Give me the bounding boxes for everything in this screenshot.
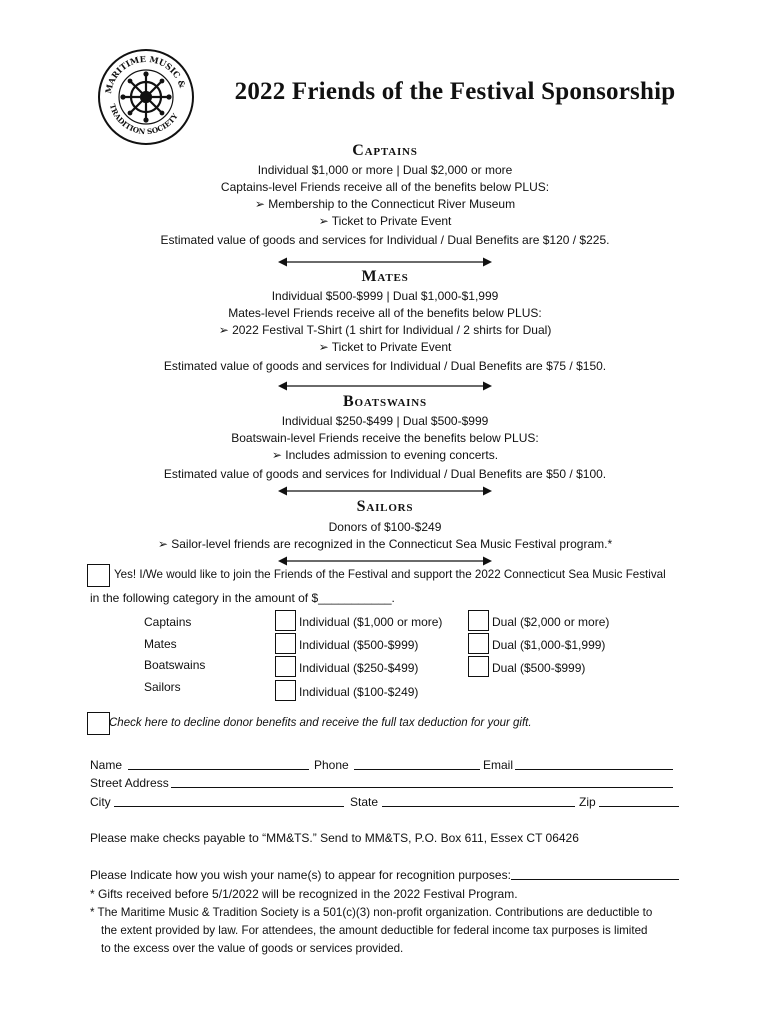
- boatswains-individual-checkbox[interactable]: [275, 656, 296, 677]
- phone-label: Phone: [314, 758, 349, 772]
- captains-individual-label: Individual ($1,000 or more): [299, 615, 443, 629]
- recognition-field[interactable]: [511, 868, 679, 880]
- mates-individual-checkbox[interactable]: [275, 633, 296, 654]
- mates-line: Mates-level Friends receive all of the benefits below PLUS:: [228, 306, 542, 320]
- captains-line: Estimated value of goods and services for Individual / Dual Benefits are $120 / $225.: [160, 233, 610, 247]
- mates-line: Estimated value of goods and services for Individual / Dual Benefits are $75 / $150.: [163, 359, 607, 373]
- mates-dual-checkbox[interactable]: [468, 633, 489, 654]
- city-field[interactable]: [114, 795, 344, 807]
- checks-instructions: Please make checks payable to “MM&TS.” Send to MM&TS, P.O. Box 611, Essex CT 06426: [90, 831, 579, 845]
- sailors-individual-label: Individual ($100-$249): [299, 685, 419, 699]
- captains-line: ➢ Ticket to Private Event: [318, 214, 452, 228]
- state-label: State: [350, 795, 379, 809]
- divider-arrow: [278, 555, 492, 567]
- footnote-nonprofit: * The Maritime Music & Tradition Society is a 501(c)(3) non-profit organization. Contributions are deductible to: [90, 906, 653, 919]
- boatswains-line: Estimated value of goods and services for Individual / Dual Benefits are $50 / $100.: [163, 467, 607, 481]
- sailors-individual-checkbox[interactable]: [275, 680, 296, 701]
- divider-arrow: [278, 485, 492, 497]
- society-logo: [97, 48, 195, 146]
- mates-line: Individual $500-$999 | Dual $1,000-$1,999: [271, 289, 499, 303]
- captains-individual-checkbox[interactable]: [275, 610, 296, 631]
- captains-line: Individual $1,000 or more | Dual $2,000 or more: [257, 163, 513, 177]
- footnote-nonprofit-cont: the extent provided by law. For attendees, the amount deductible for federal income tax purposes is limited: [101, 924, 648, 937]
- captains-dual-label: Dual ($2,000 or more): [492, 615, 610, 629]
- captains-heading: Captains: [352, 142, 418, 159]
- divider-arrow: [278, 380, 492, 392]
- boatswains-dual-label: Dual ($500-$999): [492, 661, 586, 675]
- page-title: 2022 Friends of the Festival Sponsorship: [234, 78, 676, 105]
- state-field[interactable]: [382, 795, 575, 807]
- phone-field[interactable]: [354, 758, 480, 770]
- captains-line: ➢ Membership to the Connecticut River Museum: [254, 197, 516, 211]
- street-label: Street Address: [90, 776, 169, 790]
- category-label-sailors: Sailors: [144, 680, 181, 694]
- decline-text: Check here to decline donor benefits and receive the full tax deduction for your gift.: [109, 717, 532, 729]
- email-field[interactable]: [515, 758, 673, 770]
- join-checkbox[interactable]: [87, 564, 110, 587]
- city-label: City: [90, 795, 111, 809]
- boatswains-line: Individual $250-$499 | Dual $500-$999: [281, 414, 489, 428]
- category-label-mates: Mates: [144, 637, 177, 651]
- category-label-captains: Captains: [144, 615, 192, 629]
- boatswains-line: ➢ Includes admission to evening concerts.: [271, 448, 499, 462]
- mates-line: ➢ 2022 Festival T-Shirt (1 shirt for Individual / 2 shirts for Dual): [218, 323, 552, 337]
- mates-line: ➢ Ticket to Private Event: [318, 340, 452, 354]
- sailors-line: ➢ Sailor-level friends are recognized in the Connecticut Sea Music Festival program.*: [157, 537, 613, 551]
- boatswains-dual-checkbox[interactable]: [468, 656, 489, 677]
- footnote-gifts: * Gifts received before 5/1/2022 will be recognized in the 2022 Festival Program.: [90, 887, 518, 901]
- captains-dual-checkbox[interactable]: [468, 610, 489, 631]
- footnote-nonprofit-cont: to the excess over the value of goods or services provided.: [101, 942, 404, 955]
- mates-individual-label: Individual ($500-$999): [299, 638, 419, 652]
- boatswains-line: Boatswain-level Friends receive the benefits below PLUS:: [231, 431, 539, 445]
- street-field[interactable]: [171, 776, 673, 788]
- divider-arrow: [278, 256, 492, 268]
- logo-text-bottom: TRADITION SOCIETY: [107, 102, 180, 137]
- boatswains-individual-label: Individual ($250-$499): [299, 661, 419, 675]
- recognition-label: Please Indicate how you wish your name(s) to appear for recognition purposes:: [90, 868, 511, 882]
- decline-checkbox[interactable]: [87, 712, 110, 735]
- name-label: Name: [90, 758, 123, 772]
- email-label: Email: [483, 758, 514, 772]
- zip-field[interactable]: [599, 795, 679, 807]
- sailors-line: Donors of $100-$249: [328, 520, 442, 534]
- zip-label: Zip: [579, 795, 596, 809]
- mates-dual-label: Dual ($1,000-$1,999): [492, 638, 606, 652]
- mates-heading: Mates: [361, 268, 409, 285]
- category-label-boatswains: Boatswains: [144, 658, 206, 672]
- logo-text-top: MARITIME MUSIC &: [103, 53, 188, 95]
- name-field[interactable]: [128, 758, 309, 770]
- sailors-heading: Sailors: [356, 498, 414, 515]
- join-text: Yes! I/We would like to join the Friends of the Festival and support the 2022 Connecticut Sea Music Festival: [114, 568, 666, 581]
- join-amount-text: in the following category in the amount of $___________.: [90, 591, 395, 605]
- captains-line: Captains-level Friends receive all of the benefits below PLUS:: [220, 180, 550, 194]
- boatswains-heading: Boatswains: [343, 393, 427, 410]
